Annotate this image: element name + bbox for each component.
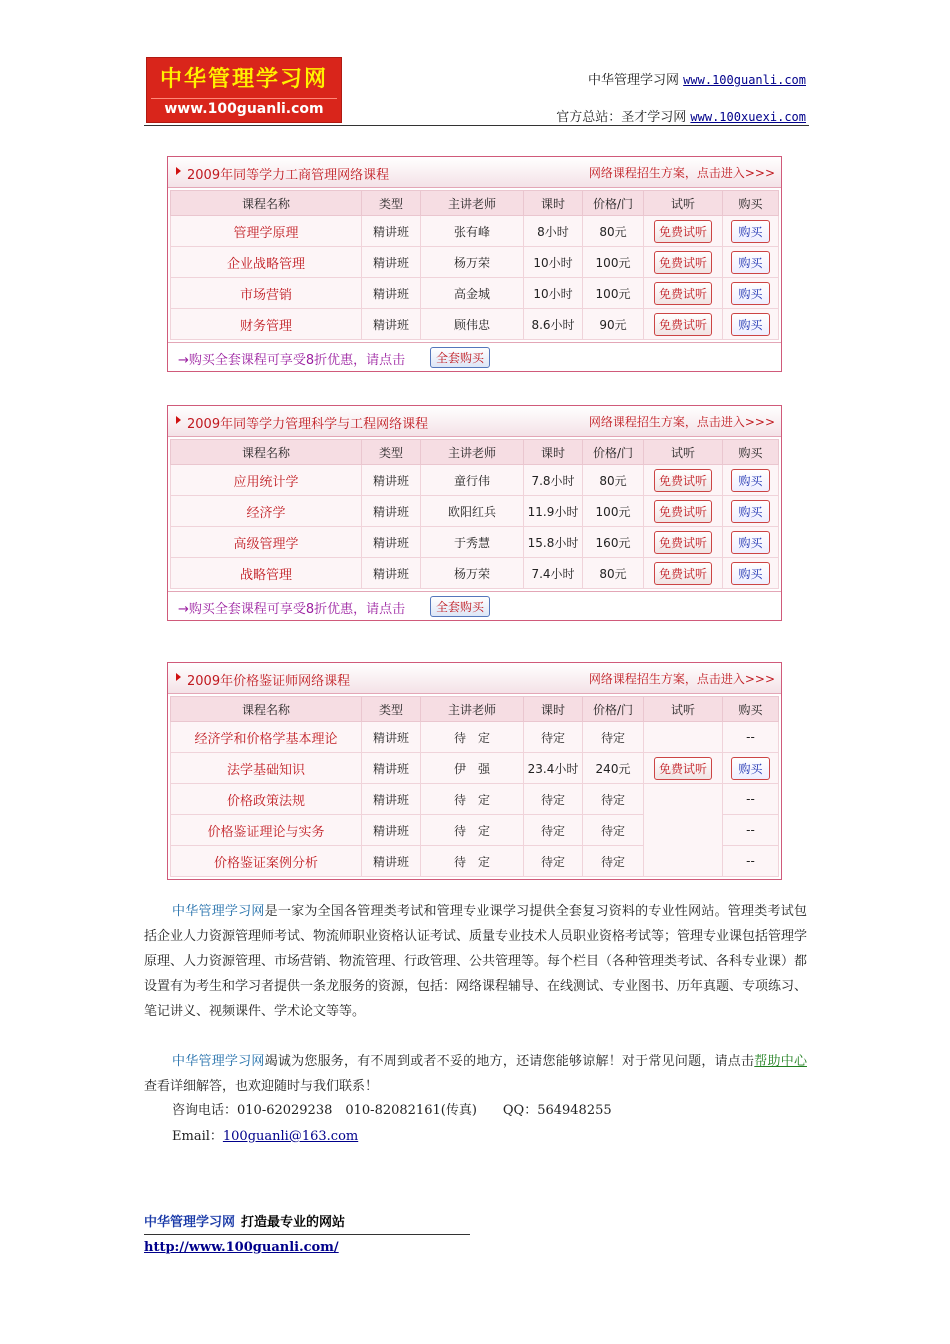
course-teacher: 顾伟忠 [421,309,524,340]
service-paragraph [144,1049,807,1099]
panel-title-bar [168,663,781,694]
free-trial-button[interactable]: 免费试听 [654,282,712,305]
course-type: 精讲班 [362,465,421,496]
course-name: 价格鉴证案例分析 [171,846,362,877]
buy-all-button[interactable]: 全套购买 [430,596,490,617]
buy-button[interactable]: 购买 [731,313,769,336]
buy-cell: -- [723,784,779,815]
trial-cell [644,247,723,278]
buy-cell: -- [723,722,779,753]
trial-cell [644,722,723,753]
course-teacher: 待 定 [421,722,524,753]
col-teacher: 主讲老师 [421,440,524,465]
buy-button[interactable]: 购买 [731,562,769,585]
course-price: 80元 [583,558,644,589]
col-buy: 购买 [723,191,779,216]
course-teacher: 欧阳红兵 [421,496,524,527]
course-name: 经济学 [171,496,362,527]
free-trial-button[interactable]: 免费试听 [654,220,712,243]
logo-url-text: www.100guanli.com [151,98,337,119]
course-teacher: 于秀慧 [421,527,524,558]
panel-title-bar [168,406,781,437]
course-teacher: 伊 强 [421,753,524,784]
course-price: 80元 [583,465,644,496]
course-type: 精讲班 [362,216,421,247]
buy-button[interactable]: 购买 [731,469,769,492]
course-type: 精讲班 [362,753,421,784]
panel-title: 2009年同等学力管理科学与工程网络课程 [187,417,429,432]
col-course-name: 课程名称 [171,191,362,216]
intro-site-name: 中华管理学习网 [172,904,265,919]
course-hours: 待定 [524,846,583,877]
col-trial: 试听 [644,697,723,722]
course-teacher: 童行伟 [421,465,524,496]
course-teacher: 高金城 [421,278,524,309]
discount-text: →购买全套课程可享受8折优惠，请点击 [178,353,406,368]
header-hq-link[interactable]: www.100xuexi.com [690,110,806,124]
course-name: 市场营销 [171,278,362,309]
buy-cell: -- [723,846,779,877]
col-price: 价格/门 [583,440,644,465]
table-row [171,753,779,784]
buy-cell [723,753,779,784]
table-row [171,496,779,527]
footer-slogan: 打造最专业的网站 [241,1215,346,1230]
footer-divider [144,1234,470,1235]
course-price: 100元 [583,247,644,278]
free-trial-button[interactable]: 免费试听 [654,251,712,274]
col-buy: 购买 [723,697,779,722]
course-hours: 11.9小时 [524,496,583,527]
course-panel-mba [167,156,782,372]
header-site-link[interactable]: www.100guanli.com [683,73,806,87]
course-teacher: 杨万荣 [421,247,524,278]
course-hours: 10小时 [524,278,583,309]
buy-cell [723,247,779,278]
col-course-name: 课程名称 [171,440,362,465]
footer-url-link[interactable]: http://www.100guanli.com/ [144,1240,339,1255]
course-type: 精讲班 [362,278,421,309]
trial-cell [644,784,723,877]
buy-button[interactable]: 购买 [731,531,769,554]
col-price: 价格/门 [583,191,644,216]
course-name: 法学基础知识 [171,753,362,784]
free-trial-button[interactable]: 免费试听 [654,531,712,554]
panel-title: 2009年同等学力工商管理网络课程 [187,168,390,183]
course-price: 160元 [583,527,644,558]
course-price: 240元 [583,753,644,784]
course-price: 90元 [583,309,644,340]
service-text-2: 查看详细解答，也欢迎随时与我们联系！ [144,1079,379,1094]
buy-cell [723,278,779,309]
course-table [170,190,779,340]
col-teacher: 主讲老师 [421,697,524,722]
header-hq-label: 官方总站：圣才学习网 [556,110,687,125]
panel-title: 2009年价格鉴证师网络课程 [187,674,351,689]
buy-all-button[interactable]: 全套购买 [430,347,490,368]
buy-cell [723,309,779,340]
arrow-right-icon [176,416,181,424]
buy-cell [723,558,779,589]
free-trial-button[interactable]: 免费试听 [654,500,712,523]
buy-button[interactable]: 购买 [731,251,769,274]
table-row [171,309,779,340]
service-site-name: 中华管理学习网 [172,1054,265,1069]
contact-email-line [172,1124,792,1149]
course-price: 80元 [583,216,644,247]
course-teacher: 张有峰 [421,216,524,247]
course-name: 应用统计学 [171,465,362,496]
course-hours: 待定 [524,784,583,815]
course-hours: 7.8小时 [524,465,583,496]
course-price: 100元 [583,278,644,309]
header-line-1 [588,69,806,88]
course-teacher: 待 定 [421,846,524,877]
course-price: 待定 [583,815,644,846]
course-hours: 8.6小时 [524,309,583,340]
enrollment-plan-link[interactable]: 网络课程招生方案，点击进入>>> [588,672,775,686]
buy-cell [723,216,779,247]
course-price: 待定 [583,784,644,815]
discount-text: →购买全套课程可享受8折优惠，请点击 [178,602,406,617]
buy-button[interactable]: 购买 [731,757,769,780]
course-panel-mse [167,405,782,621]
course-teacher: 杨万荣 [421,558,524,589]
trial-cell [644,753,723,784]
intro-text: 是一家为全国各管理类考试和管理专业课学习提供全套复习资料的专业性网站。管理类考试包括企业人力资源管理师考试、物流师职业资格认证考试、质量专业技术人员职业资格考试等；管理专业课包括管理学原理、人力资源管理、市场营销、物流管理、行政管理、公共管理等。每个栏目（各种管理类考试、各科专业课）都设置有为考生和学习者提供一条龙服务的资源，包括：网络课程辅导、在线测试、专业图书、历年真题、专项练习、笔记讲义、视频课件、学术论文等等。 [144,904,808,1019]
buy-button[interactable]: 购买 [731,220,769,243]
col-course-name: 课程名称 [171,697,362,722]
course-price: 待定 [583,722,644,753]
panel-title-bar [168,157,781,188]
table-row [171,784,779,815]
course-price: 待定 [583,846,644,877]
buy-cell [723,465,779,496]
free-trial-button[interactable]: 免费试听 [654,757,712,780]
course-hours: 待定 [524,815,583,846]
course-name: 价格鉴证理论与实务 [171,815,362,846]
trial-cell [644,527,723,558]
help-center-link[interactable]: 帮助中心 [754,1054,807,1069]
col-type: 类型 [362,440,421,465]
course-hours: 23.4小时 [524,753,583,784]
panel-footer [168,342,781,371]
col-type: 类型 [362,191,421,216]
table-row [171,247,779,278]
footer-url-line [144,1240,339,1255]
course-type: 精讲班 [362,527,421,558]
course-type: 精讲班 [362,496,421,527]
course-table [170,696,779,877]
table-row [171,216,779,247]
table-row [171,278,779,309]
col-teacher: 主讲老师 [421,191,524,216]
enrollment-plan-link[interactable]: 网络课程招生方案，点击进入>>> [588,415,775,429]
course-type: 精讲班 [362,247,421,278]
footer-site-name: 中华管理学习网 [144,1215,236,1230]
course-hours: 10小时 [524,247,583,278]
trial-cell [644,496,723,527]
course-name: 企业战略管理 [171,247,362,278]
free-trial-button[interactable]: 免费试听 [654,562,712,585]
table-row [171,722,779,753]
course-name: 经济学和价格学基本理论 [171,722,362,753]
course-hours: 待定 [524,722,583,753]
header-site-label: 中华管理学习网 [588,73,680,88]
buy-button[interactable]: 购买 [731,500,769,523]
col-trial: 试听 [644,191,723,216]
course-name: 管理学原理 [171,216,362,247]
course-name: 战略管理 [171,558,362,589]
site-logo[interactable] [146,57,342,123]
course-name: 价格政策法规 [171,784,362,815]
col-trial: 试听 [644,440,723,465]
header-divider [144,125,809,126]
course-type: 精讲班 [362,722,421,753]
buy-button[interactable]: 购买 [731,282,769,305]
arrow-right-icon [176,673,181,681]
trial-cell [644,278,723,309]
course-name: 财务管理 [171,309,362,340]
course-name: 高级管理学 [171,527,362,558]
course-price: 100元 [583,496,644,527]
free-trial-button[interactable]: 免费试听 [654,469,712,492]
course-hours: 8小时 [524,216,583,247]
buy-cell [723,496,779,527]
enrollment-plan-link[interactable]: 网络课程招生方案，点击进入>>> [588,166,775,180]
contact-phone: 咨询电话：010-62029238 010-82082161(传真) QQ：564948255 [172,1103,612,1118]
course-type: 精讲班 [362,558,421,589]
col-hours: 课时 [524,191,583,216]
course-table [170,439,779,589]
course-type: 精讲班 [362,846,421,877]
course-type: 精讲班 [362,309,421,340]
course-hours: 7.4小时 [524,558,583,589]
intro-paragraph [144,899,807,1024]
col-hours: 课时 [524,697,583,722]
course-teacher: 待 定 [421,784,524,815]
table-row [171,558,779,589]
course-type: 精讲班 [362,815,421,846]
email-link[interactable]: 100guanli@163.com [222,1129,359,1144]
header-line-2 [556,106,806,125]
course-teacher: 待 定 [421,815,524,846]
col-price: 价格/门 [583,697,644,722]
col-type: 类型 [362,697,421,722]
col-hours: 课时 [524,440,583,465]
footer-brand [144,1211,345,1230]
trial-cell [644,465,723,496]
table-row [171,465,779,496]
trial-cell [644,558,723,589]
buy-cell [723,527,779,558]
service-text-1: 竭诚为您服务，有不周到或者不妥的地方，还请您能够谅解！对于常见问题，请点击 [264,1054,755,1069]
buy-cell: -- [723,815,779,846]
course-panel-price-appraiser [167,662,782,880]
panel-footer [168,591,781,620]
col-buy: 购买 [723,440,779,465]
arrow-right-icon [176,167,181,175]
trial-cell [644,216,723,247]
course-type: 精讲班 [362,784,421,815]
course-hours: 15.8小时 [524,527,583,558]
email-label: Email： [172,1129,223,1144]
trial-cell [644,309,723,340]
logo-cn-text: 中华管理学习网 [159,67,328,92]
free-trial-button[interactable]: 免费试听 [654,313,712,336]
table-row [171,527,779,558]
